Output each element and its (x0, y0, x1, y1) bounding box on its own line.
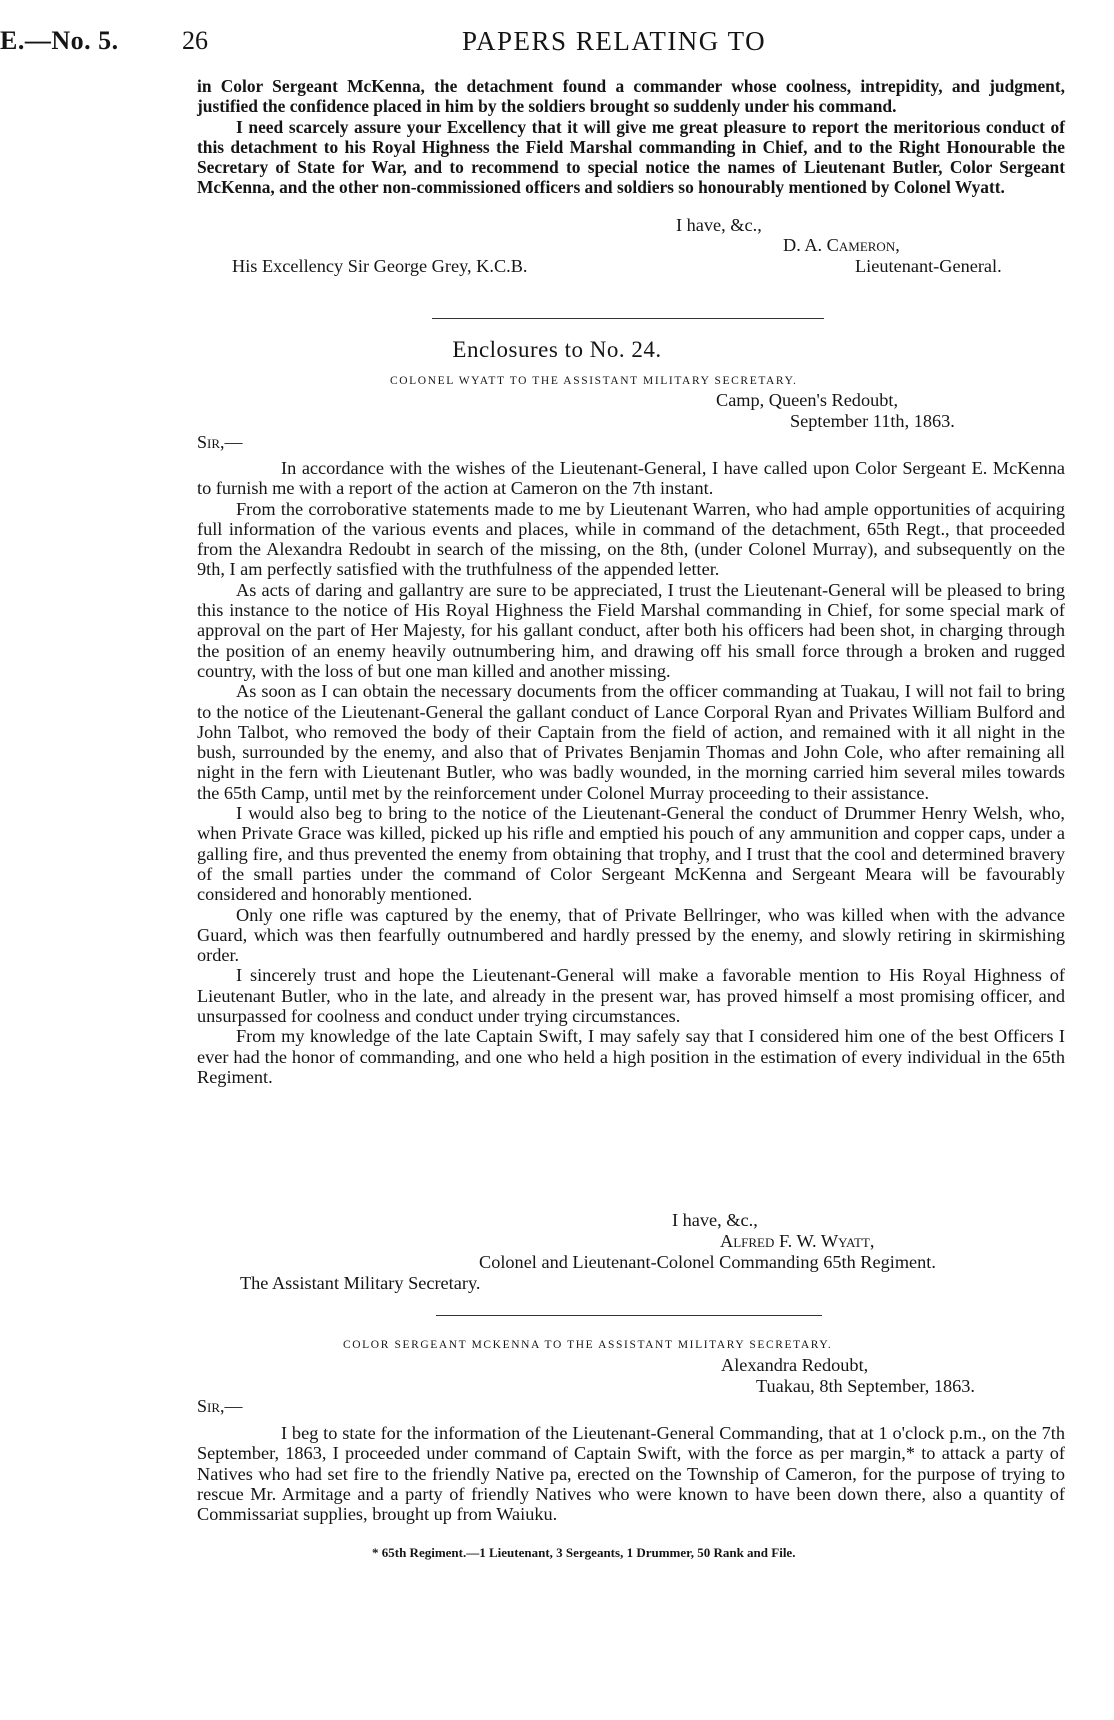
letter-date: September 11th, 1863. (790, 411, 955, 431)
paragraph: In accordance with the wishes of the Lieutenant-General, I have called upon Color Sergeant E. McKenna to furnish me with a report of the action at Cameron on the 7th instant. (197, 458, 1065, 499)
rank: Lieutenant-General. (855, 256, 1002, 276)
paragraph: From my knowledge of the late Captain Swift, I may safely say that I considered him one of the best Officers I ever had the honor of commanding, and one who held a high position in the estimation of every individual in the 65th Regiment. (197, 1026, 1065, 1087)
paragraph: From the corroborative statements made to me by Lieutenant Warren, who had ample opportunities of acquiring full information of the various events and places, while in command of the detachment, 65th Regt., that proceeded from the Alexandra Redoubt in search of the missing, on the 8th, (under Colonel Murray), and subsequently on the 9th, I am perfectly satisfied with the truthfulness of the appended letter. (197, 498, 1065, 580)
paragraph: I would also beg to bring to the notice of the Lieutenant-General the conduct of Drummer Henry Welsh, who, when Private Grace was killed, picked up his rifle and emptied his pouch of any ammunition and copper caps, under a galling fire, and thus prevented the enemy from obtaining that trophy, and I trust that the cool and determined bravery of the small parties under the command of Color Sergeant McKenna and Sergeant Meara will be favourably considered and honorably mentioned. (197, 803, 1065, 905)
closing: I have, &c., (676, 215, 762, 235)
closing: I have, &c., (672, 1210, 758, 1230)
page-number: 26 (182, 26, 208, 55)
addressee: The Assistant Military Secretary. (240, 1273, 481, 1293)
paragraph: I beg to state for the information of the Lieutenant-General Commanding, that at 1 o'clock p.m., on the 7th September, 1863, I proceeded under command of Captain Swift, with the force as per margin,* to attack a party of Natives who had set fire to the friendly Native pa, erected on the Township of Cameron, for the purpose of trying to rescue Mr. Armitage and a party of friendly Natives who were known to have been down there, also a quantity of Commissariat supplies, brought up from Waiuku. (197, 1423, 1065, 1525)
footnote: * 65th Regiment.—1 Lieutenant, 3 Sergeants, 1 Drummer, 50 Rank and File. (372, 1545, 796, 1560)
signature: Alfred F. W. Wyatt, (720, 1231, 875, 1251)
paragraph: I need scarcely assure your Excellency that it will give me great pleasure to report the meritorious conduct of this detachment to his Royal Highness the Field Marshal commanding in Chief, and to the Right Honourable the Secretary of State for War, and to recommend to special notice the names of Lieutenant Butler, Color Sergeant McKenna, and the other non-commissioned officers and soldiers so honourably mentioned by Colonel Wyatt. (197, 116, 1065, 198)
letter-heading: COLONEL WYATT TO THE ASSISTANT MILITARY SECRETARY. (390, 375, 798, 387)
letter-date: Tuakau, 8th September, 1863. (756, 1376, 975, 1396)
divider (436, 1315, 822, 1316)
series-number: E.—No. 5. (0, 26, 119, 55)
running-title: PAPERS RELATING TO (462, 26, 767, 56)
paragraph: I sincerely trust and hope the Lieutenant-General will make a favorable mention to His Royal Highness of Lieutenant Butler, who in the late, and already in the present war, has proved himself a most promising officer, and unsurpassed for coolness and conduct under trying circumstances. (197, 965, 1065, 1027)
letter-heading: COLOR SERGEANT MCKENNA TO THE ASSISTANT MILITARY SECRETARY. (343, 1339, 833, 1351)
paragraph: As soon as I can obtain the necessary documents from the officer commanding at Tuakau, I will not fail to bring to the notice of the Lieutenant-General the gallant conduct of Lance Corporal Ryan and Privates William Bulford and John Talbot, who removed the body of their Captain from the field of action, and remained with it all night in the bush, surrounded by the enemy, and also that of Privates Benjamin Thomas and John Cole, who after remaining all night in the fern with Lieutenant Butler, who was badly wounded, in the morning carried him several miles towards the 65th Camp, until met by the reinforcement under Colonel Murray proceeding to their assistance. (197, 681, 1065, 803)
divider (432, 318, 824, 319)
signature: D. A. Cameron, (783, 235, 900, 255)
letter2-body (197, 1423, 1065, 1524)
paragraph: Only one rifle was captured by the enemy, that of Private Bellringer, who was killed when with the advance Guard, which was then fearfully outnumbered and hardly pressed by the enemy, and slowly retiring in skirmishing order. (197, 904, 1065, 966)
rank: Colonel and Lieutenant-Colonel Commanding 65th Regiment. (479, 1252, 936, 1272)
salutation: Sir,— (197, 432, 243, 452)
letter-place: Alexandra Redoubt, (721, 1355, 869, 1375)
paragraph: in Color Sergeant McKenna, the detachment found a commander whose coolness, intrepidity, and judgment, justified the confidence placed in him by the soldiers brought so suddenly under his command. (197, 76, 1065, 117)
letter1-body (197, 458, 1065, 1087)
enclosure-title: Enclosures to No. 24. (452, 337, 662, 362)
addressee: His Excellency Sir George Grey, K.C.B. (232, 256, 528, 276)
letter-place: Camp, Queen's Redoubt, (716, 390, 899, 410)
paragraph: As acts of daring and gallantry are sure to be appreciated, I trust the Lieutenant-General will be pleased to bring this instance to the notice of His Royal Highness the Field Marshal commanding in Chief, for some special mark of approval on the part of Her Majesty, for his gallant conduct, after both his officers had been shot, in charging through the position of an enemy heavily outnumbering him, and drawing off his small force through a broken and rugged country, with the loss of but one man killed and another missing. (197, 579, 1065, 681)
salutation: Sir,— (197, 1396, 243, 1416)
page-header (0, 26, 1114, 70)
top-letter (197, 76, 1065, 198)
